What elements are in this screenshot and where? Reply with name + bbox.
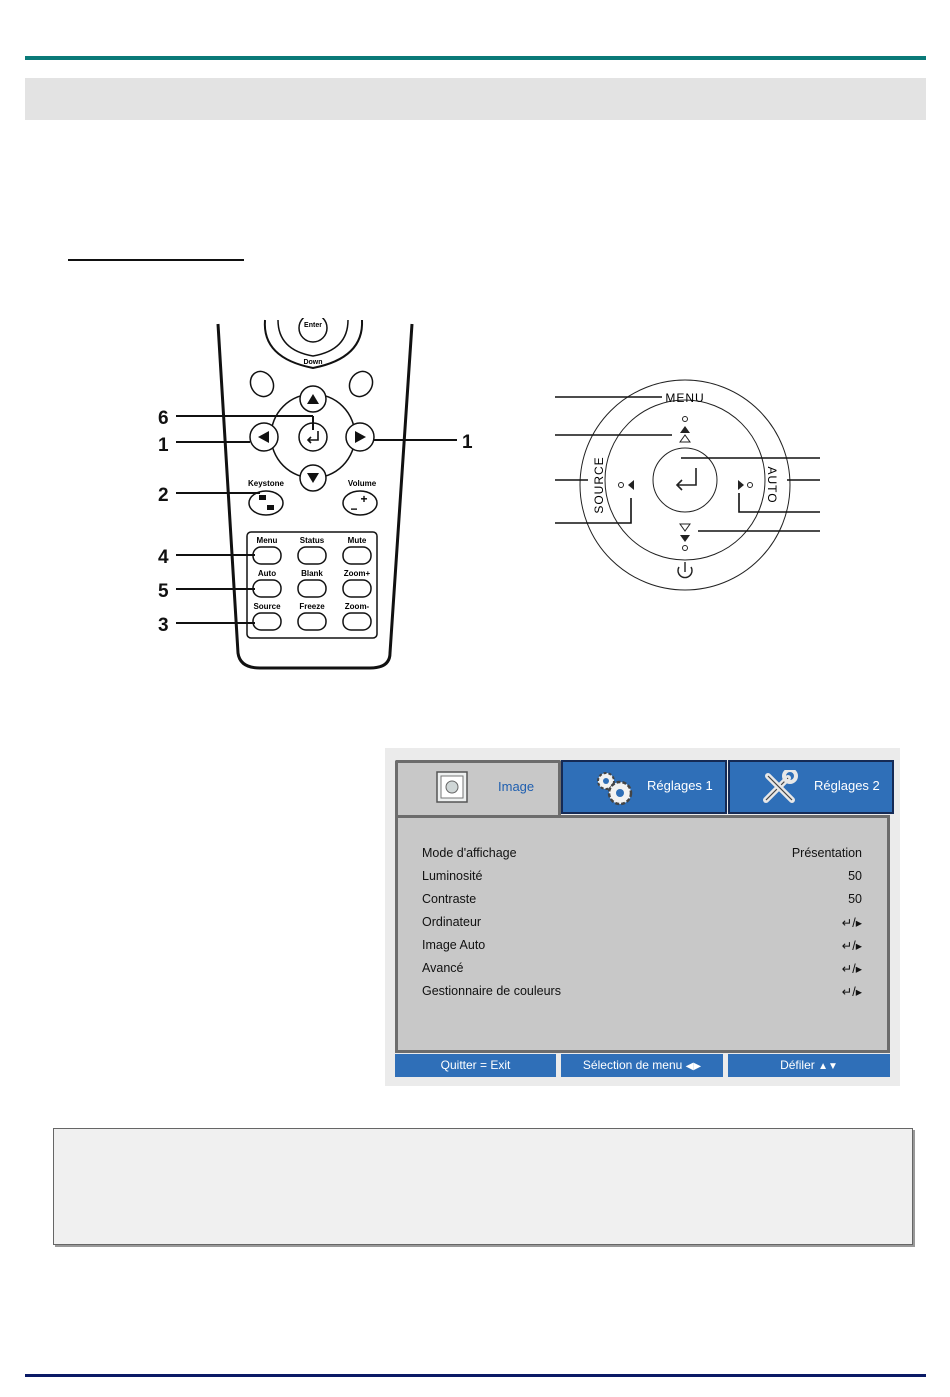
osd-row-label: Avancé [422,961,464,975]
keystone-down-icon [267,505,274,510]
osd-row-label: Image Auto [422,938,486,952]
tab-image[interactable] [395,760,561,821]
tab-image-label: Image [498,779,535,794]
projector-keypad-diagram [555,375,825,595]
top-rule [25,56,926,60]
tab-reglages-2-label: Réglages 2 [814,778,880,793]
gears-icon [593,770,635,806]
osd-row-luminosite[interactable] [422,869,862,889]
tab-reglages-1-label: Réglages 1 [647,778,713,793]
osd-row-value: Présentation [791,846,862,860]
mute-key-label: Mute [347,536,367,545]
keystone-button[interactable] [249,491,283,515]
footer-scroll[interactable] [728,1054,890,1077]
enter-submenu-icon: ↵/▸ [841,916,862,930]
keypad-menu-label: MENU [665,391,705,405]
osd-row-ordinateur[interactable] [422,915,862,935]
osd-row-label: Contraste [422,892,477,906]
blank-key[interactable] [298,580,326,597]
zoom-plus-key-label: Zoom+ [343,569,371,578]
mute-key[interactable] [343,547,371,564]
enter-submenu-icon: ↵/▸ [841,962,862,976]
up-down-arrows-icon: ▲▼ [818,1061,838,1072]
freeze-key[interactable] [298,613,326,630]
callout-5-left: 5 [158,581,169,602]
down-label: Down [303,359,323,366]
callout-1-left: 1 [158,435,169,456]
freeze-key-label: Freeze [299,602,325,611]
remote-control-diagram [150,318,490,678]
footer-select[interactable] [561,1054,723,1077]
zoom-plus-key[interactable] [343,580,371,597]
volume-label: Volume [347,479,377,488]
keypad-auto-label: AUTO [765,466,779,504]
volume-plus-icon: + [360,492,368,506]
note-box [53,1128,913,1245]
zoom-minus-key[interactable] [343,613,371,630]
osd-row-label: Ordinateur [422,915,482,929]
footer-scroll-label: Défiler [780,1058,815,1072]
tab-reglages-1[interactable] [561,760,727,814]
blank-key-label: Blank [301,569,323,578]
callout-4-left: 4 [158,547,169,568]
keystone-label: Keystone [247,479,285,488]
image-icon [436,771,468,803]
section-underline [68,259,244,261]
osd-row-contraste[interactable] [422,892,862,912]
zoom-minus-key-label: Zoom- [344,602,370,611]
footer-select-label: Sélection de menu [582,1058,683,1072]
osd-row-image-auto[interactable] [422,938,862,958]
tab-reglages-2[interactable] [728,760,894,814]
source-key-label: Source [253,602,281,611]
osd-row-value: 50 [848,869,862,883]
enter-label: Enter [304,322,322,329]
osd-row-value: 50 [848,892,862,906]
status-key-label: Status [299,536,325,545]
osd-settings-panel [395,815,890,1053]
bottom-rule [25,1374,926,1377]
osd-row-gestionnaire-couleurs[interactable] [422,984,862,1004]
osd-row-label: Gestionnaire de couleurs [422,984,561,998]
osd-row-label: Mode d'affichage [422,846,517,860]
osd-row-avance[interactable] [422,961,862,981]
source-key[interactable] [253,613,281,630]
osd-menu [385,748,900,1086]
footer-quit[interactable] [395,1054,556,1077]
osd-row-mode-affichage[interactable] [422,846,862,866]
enter-submenu-icon: ↵/▸ [841,939,862,953]
status-key[interactable] [298,547,326,564]
tools-icon [760,770,800,806]
callout-6-left: 6 [158,408,169,429]
menu-key-label: Menu [256,536,278,545]
keystone-up-icon [259,495,266,500]
auto-key[interactable] [253,580,281,597]
footer-quit-label: Quitter = Exit [440,1058,511,1072]
callout-1-right: 1 [462,432,473,453]
callout-3-left: 3 [158,615,169,636]
enter-submenu-icon: ↵/▸ [841,985,862,999]
auto-key-label: Auto [257,569,277,578]
osd-row-label: Luminosité [422,869,483,883]
osd-footer [395,1054,890,1078]
keypad-source-label: SOURCE [592,456,606,514]
menu-key[interactable] [253,547,281,564]
volume-minus-icon: − [350,502,358,516]
callout-2-left: 2 [158,485,169,506]
header-band [25,78,926,120]
left-right-arrows-icon: ◀▶ [685,1061,702,1072]
